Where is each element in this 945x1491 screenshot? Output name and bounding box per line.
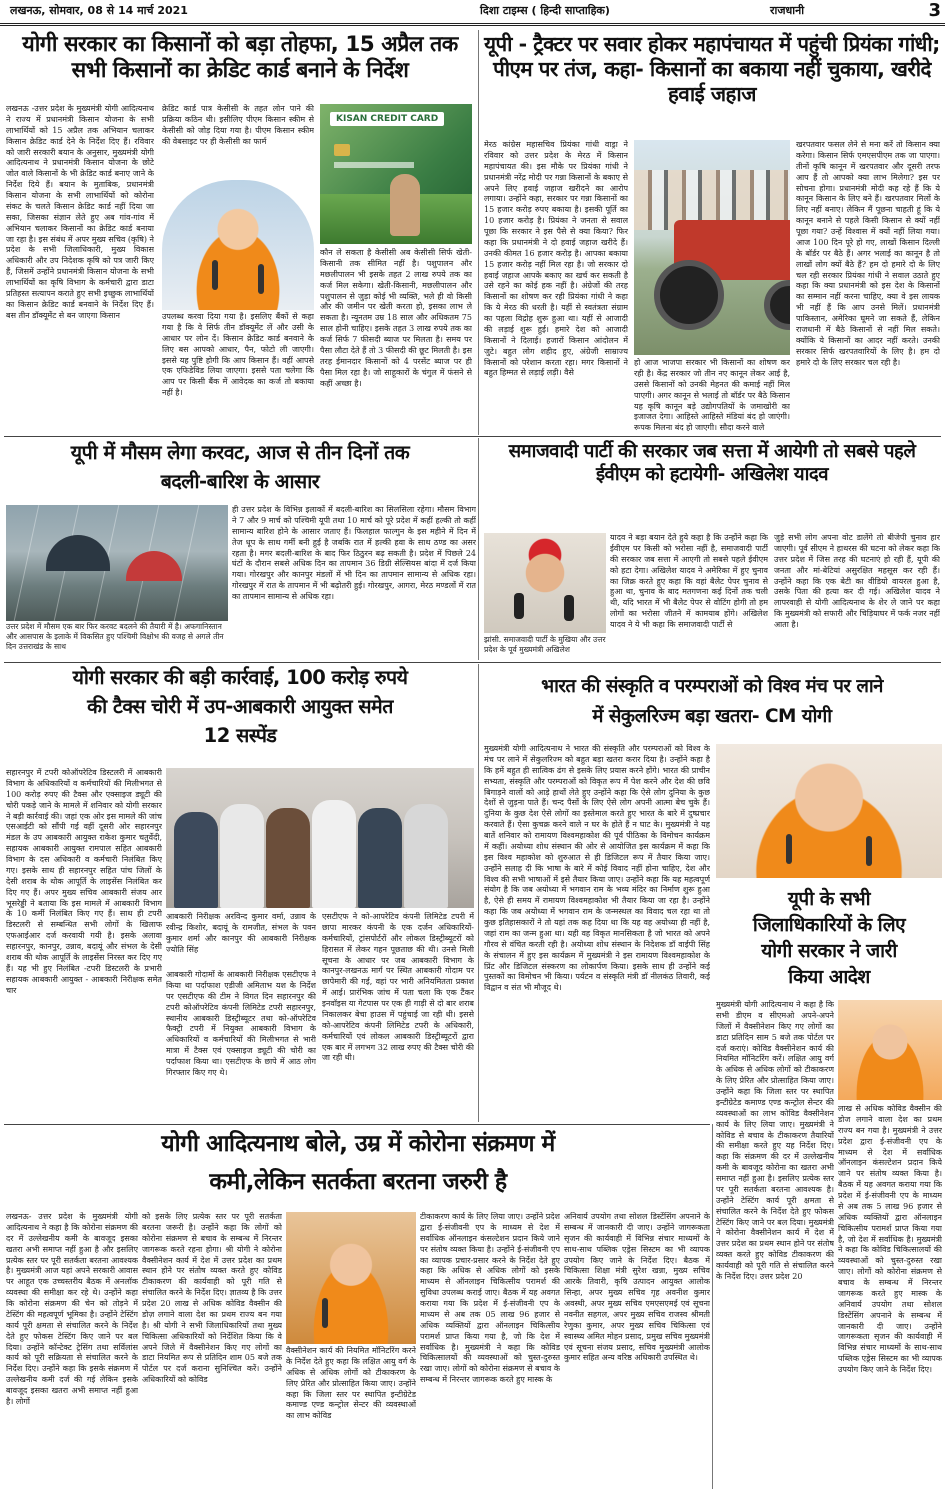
article7-headline-line1: यूपी के सभी <box>787 888 871 910</box>
masthead-paper-name: दिशा टाइम्स ( हिन्दी साप्ताहिक) <box>480 4 610 17</box>
article1-col1: लखनऊ -उत्तर प्रदेश के मुख्यमंत्री योगी आदित्यनाथ ने राज्य में प्रधानमंत्री किसान योजना के सभी लाभार्थियों को 15 अप्रैल तक अभियान चलाकर किसान क्रेडिट कार्ड देने के निर्देश दिए हैं। रविवार को जारी सरकारी बयान के अनुसार, मुख्यमंत्री योगी आदित्यनाथ ने प्रधानमंत्री किसान योजना के छोटे जोत वाले किसानों के भी क्रेडिट कार्ड बनाए जाने के निर्देश दिये हैं। बयान के मुताबिक, प्रधानमंत्री किसान योजना के सभी लाभार्थियों को कोरोना संकट के चलते किसान क्रेडिट कार्ड नहीं दिया जा सका, जिसका संज्ञान लेते हुए अब गांव-गांव में अभियान चलाकर किसानों का क्रेडिट कार्ड बनाया जा रहा है। इस संबंध में अपर मुख्य सचिव (कृषि) ने प्रदेश के सभी जिलाधिकारी, मुख्य विकास अधिकारी और उप निदेशक कृषि को पत्र जारी किए हैं, जिसमें उन्होंने प्रधानमंत्री किसान योजना के सभी लाभार्थियों का कृषि विभाग के कर्मचारी द्वारा डाटा प्रतिहस्त सत्यापन कराते हुए सभी इच्छुक लाभार्थियों का किसान क्रेडिट कार्ड बनवाने के निर्देश दिए हैं। बस तीन डॉक्यूमेंट से बन जाएगा किसान <box>6 104 154 320</box>
article4-col2: जुड़े सभी लोग अपना वोट डालेंगे तो बीजेपी चुनाव हार जाएगी। पूर्व सीएम ने हाथरस की घटना को लेकर कहा कि उत्तर प्रदेश में जिस तरह की घटनाएं हो रही हैं, यूपी की जनता और मां-बेटियां असुरक्षित महसूस कर रही हैं। उन्होंने कहा कि एक बेटी का वीडियो वायरल हुआ है, उसके पिता की हत्या कर दी गई। अखिलेश यादव ने लापरवाही से योगी आदित्यनाथ के शेर ले जाने पर कहा कि मुख्यमंत्री को सफारी और चिड़ियाघर में फर्क नजर नहीं आता है। <box>774 533 940 629</box>
article8-col1: लखनऊ- उत्तर प्रदेश के मुख्यमंत्री योगी आदित्यनाथ ने कहा है कि कोरोना संक्रमण की दर में उल्लेखनीय कमी के बावजूद इसका खतरा अभी समाप्त नहीं हुआ है और इसलिए प्रत्येक स्तर पर पूरी सतर्कता बरतना आवश्यक है। मुख्यमंत्री आज यहां अपने सरकारी आवास पर आहूत एक उच्चस्तरीय बैठक में अनलॉक व्यवस्था की समीक्षा कर रहे थे। उन्होंने कहा कि कोरोना संक्रमण की चेन को तोड़ने में टेस्टिंग की महत्वपूर्ण भूमिका है। उन्होंने टेस्टिंग कार्य पूरी क्षमता से संचालित करने के निर्देश देते हुए फोकस टेस्टिंग किए जाने पर बल दिया। उन्होंने कॉन्टेक्ट ट्रेसिंग तथा सर्विलांस कार्य को पूरी सक्रियता से संचालित करने के निर्देश दिए। उन्होंने कहा कि इसके संक्रमण में उल्लेखनीय कमी दर्ज की गई लेकिन इसके बावजूद इसका खतरा अभी समाप्त नहीं हुआ है। लोगों <box>6 1212 138 1406</box>
article8-col5: अनिवार्य उपयोग तथा सोशल डिस्टेंसिंग अपनाने के सम्बन्ध में जानकारी दी जाए। उन्होंने जागरूकता सृजन की कार्यवाही में विभिन्न संचार माध्यमों के साथ-साथ पब्लिक एड्रेस सिस्टम का भी व्यापक उपयोग किए जाने के निर्देश दिए। बैठक में चिकित्सा शिक्षा मंत्री सुरेश खन्ना, मुख्य सचिव आरके तिवारी, कृषि उत्पादन आयुक्त आलोक सिन्हा, अपर मुख्य सचिव गृह अवनीश कुमार अवस्थी, अपर मुख्य सचिव एमएसएमई एवं सूचना नवनीत सहगल, अपर मुख्य सचिव राजस्व श्रीमती रेणुका कुमार, अपर मुख्य सचिव चिकित्सा एवं स्वास्थ्य अमित मोहन प्रसाद, प्रमुख सचिव मुख्यमंत्री एवं सूचना संजय प्रसाद, सचिव मुख्यमंत्री आलोक कुमार सहित अन्य वरिष्ठ अधिकारी उपस्थित थे। <box>564 1212 710 1363</box>
cm-yogi-speech-photo <box>716 744 942 878</box>
article3-headline-line2: बदली-बारिश के आसार <box>160 470 320 493</box>
article2-col3: खरपतवार फसल लेने से मना करें तो किसान क्या करेगा। किसान सिर्फ एमएसपीएम तक जा पाएगा। तीनों कृषि कानून में खरपतवार और दूसरी तरफ आप हैं तो आपको क्या लाभ मिलेगा? इस पर सोचना होगा। प्रधानमंत्री मोदी कह रहे हैं कि ये कानून किसान के लिए बने हैं। खरपतवार मिलों के लिए नहीं बनाए। लेकिन मैं पूछना चाहती हूं कि ये कानून बनाने से पहले किसी किसान से क्यों नहीं पूछा गया? उन्हें विश्वास में क्यों नहीं लिया गया। आज 100 दिन पूरे हो गए, लाखों किसान दिल्ली के बॉर्डर पर बैठे हैं। अगर भलाई का कानून है तो लाखों लोग क्यों बैठे हैं? हम दो हमारे दो के लिए चल रही सरकार प्रियंका गांधी ने सवाल उठाते हुए कहा कि क्या प्रधानमंत्री को इस देश के किसानों का सम्मान नहीं करना चाहिए, क्या वे इस लायक भी नहीं हैं कि आप उनसे मिलें। प्रधानमंत्री पाकिस्तान, अमेरिका घूमने जा सकते हैं, लेकिन राजधानी में बैठे किसानों से नहीं मिल सकते। क्योंकि ये किसानों का आदर नहीं करते। उनकी सरकार सिर्फ खरपतवारियों के लिए है। हम दो हमारे दो के लिए सरकार चल रही है। <box>796 140 940 367</box>
article4-col1: यादव ने बड़ा बयान देते हुये कहा है कि उन्होंने कहा कि ईवीएम पर किसी को भरोसा नहीं है, समाजवादी पार्टी की सरकार जब सत्ता में आएगी तो सबसे पहले ईवीएम को हटा देगा। अखिलेश यादव ने अमेरिका में हुए चुनाव का जिक्र करते हुए कहा कि वहां बैलेट पेपर चुनाव से हुआ था, चुनाव के बाद मतगणना कई दिनों तक चली थी, यदि भारत में भी बैलेट पेपर से वोटिंग होगी तो हम लोगों का भरोसा जीतने में कामयाब होंगे। अखिलेश यादव ने ये भी कहा कि समाजवादी पार्टी से <box>610 533 768 629</box>
article2-col1: मेरठ कांग्रेस महासचिव प्रियंका गांधी वाड्रा ने रविवार को उत्तर प्रदेश के मेरठ में किसान महापंचायत की। इस मौके पर प्रियंका गांधी ने प्रधानमंत्री नरेंद्र मोदी पर गन्ना किसानों के बकाए से अपने लिए हवाई जहाज खरीदने का आरोप लगाया। उन्होंने कहा, सरकार पर गन्ना किसानों का 15 हजार करोड़ रुपए बकाया है। इसकी पूर्ति का 10 हजार करोड़ है। प्रियंका ने जनता से सवाल पूछा कि सरकार ने इस पैसे से क्या किया? फिर कहा कि प्रधानमंत्री ने दो हवाई जहाज खरीदे हैं। उनकी कीमत 16 हजार करोड़ है। आपका बकाया 15 हजार करोड़ नहीं मिल रहा है। जो सरकार दो हवाई जहाज आपके बकाए का खर्च कर सकती है उसे रहने का कोई हक नहीं है। अंग्रेजों की तरह किसानों का शोषण कर रही प्रियंका गांधी ने कहा कि ये मेरठ की धरती है। यहीं से स्वतंत्रता संग्राम का पहला विद्रोह शुरू हुआ था। यहीं से आजादी की लड़ाई शुरू हुई। हमारे देश को आजादी किसानों ने दिलाई। हजारों किसान आंदोलन में जुटे। बहुत लोग शहीद हुए, अंग्रेजी साम्राज्य किसानों को परेशान करता रहा। मगर किसानों ने बहुत हिम्मत से लड़ाई लड़ी। वैसे <box>484 140 628 378</box>
page-number: 3 <box>928 0 941 21</box>
article2-col2: हो आज भाजपा सरकार भी किसानों का शोषण कर रही है। केंद्र सरकार जो तीन नए कानून लेकर आई है, उससे किसानों को उनकी मेहनत की कमाई नहीं मिल पाएगी। अगर कानून से भलाई तो बॉर्डर पर बैठे किसान यह कृषि कानून बड़े उद्योगपतियों के जमाखोरी का इजाजत देगा। आहिस्ते आहिस्ते मंडियां बंद हो जाएंगी। रूपक मिलना बंद हो जाएगी। सौदा करने वाले <box>634 358 790 432</box>
article7-headline-line2: जिलाधिकारियों के लिए <box>752 914 906 936</box>
article5-headline-line1: योगी सरकार की बड़ी कार्रवाई, 100 करोड़ रुपये <box>72 666 408 689</box>
article5-headline-line2: की टैक्स चोरी में उप-आबकारी आयुक्त समेत <box>87 695 393 718</box>
article7-headline-line4: किया आदेश <box>788 966 870 988</box>
article1-col2b: उपलब्ध करवा दिया गया है। इसलिए बैंकों से कहा गया है कि वे सिर्फ तीन डॉक्यूमेंट लें और उसी के आधार पर लोन दें। किसान क्रेडिट कार्ड बनवाने के लिए बस आपको आधार, पैन, फोटो ली जाएगी। इससे यह पुष्टि होगी कि आप किसान हैं। वहीं आपसे एक एफिडेविड लिया जाएगा। इससे पता चलेगा कि आप पर किसी बैंक में आवेदक का कर्ज तो बकाया नहीं है। <box>162 312 314 398</box>
article8-col3: वैक्सीनेशन कार्य की नियमित मॉनिटरिंग करने के निर्देश देते हुए कहा कि लक्षित आयु वर्ग के अधिक से अधिक लोगों को टीकाकरण के लिए प्रेरित और प्रोत्साहित किया जाए। उन्होंने कहा कि जिला स्तर पर स्थापित इन्टीग्रेटेड कमाण्ड एण्ड कन्ट्रोल सेन्टर की व्यवस्थाओं का लाभ कोविड <box>286 1346 416 1421</box>
rain-umbrella-photo <box>6 505 228 621</box>
article5-col1: सहारनपुर में टपरी कोऑपरेटिव डिस्टलरी में आबकारी विभाग के अधिकारियों व कर्मचारियों की मिलीभगत से 100 करोड़ रुपए की टैक्स और एक्साइज ड्यूटी की चोरी पकड़े जाने के मामले में शनिवार को योगी सरकार ने बड़ी कार्रवाई की। जहां एक ओर इस मामले की जांच एसआईटी को सौंपी गई वहीं दूसरी ओर सहारनपुर मंडल के उप आबकारी आयुक्त राकेश कुमार चतुर्वेदी, सहायक आबकारी आयुक्त रामपाल सहित आबकारी विभाग के दस अधिकारी व कर्मचारी निलंबित किए गए। इसके साथ ही सहारनपुर सहित पांच जिलों के देसी शराब के थोक आपूर्ति के लाइसेंस निलंबित कर दिए गए हैं। अपर मुख्य सचिव आबकारी संजय आर भूसरेड्डी ने बताया कि इस मामले में आबकारी विभाग के 10 कर्मी निलंबित किए गए हैं। साथ ही टपरी डिस्टलरी से सम्बन्धित सभी लोगों के खिलाफ एफआईआर दर्ज करवायी गयी है। इसके अलावा सहारनपुर, कानपुर, उन्नाव, बदायूं और संभल के देसी शराब की थोक आपूर्ति के लाइसेंस निरस्त कर दिए गए हैं। यह भी हुए निलंबित -टपरी डिस्टलरी के प्रभारी सहायक आबकारी आयुक्त - आबकारी निरीक्षक समेत चार <box>6 768 162 995</box>
article6-headline-line1: भारत की संस्कृति व परम्पराओं को विश्व मंच पर लाने <box>541 676 883 697</box>
article7-headline-line3: योगी सरकार ने जारी <box>761 940 897 962</box>
article4-photo-caption: झांसी. समाजवादी पार्टी के मुखिया और उत्तर प्रदेश के पूर्व मुख्यमंत्री अखिलेश <box>484 635 606 654</box>
article7-col-left: मुख्यमंत्री योगी आदित्यनाथ ने कहा है कि सभी डीएम व सीएमओ अपने-अपने जिलों में वैक्सीनेशन किए गए लोगों का डाटा प्रतिदिन साम 5 बजे तक पोर्टल पर दर्ज कराएं। कोविड वैक्सीनेशन कार्य की नियमित मॉनिटरिंग करें। लक्षित आयु वर्ग के अधिक से अधिक लोगों को टीकाकरण के लिए प्रेरित और प्रोत्साहित किया जाए। उन्होंने कहा कि जिला स्तर पर स्थापित इन्टीग्रेटेड कमाण्ड एण्ड कन्ट्रोल सेन्टर की व्यवस्थाओं का लाभ कोविड वैक्सीनेशन कार्य के लिए लिया जाए। मुख्यमंत्री ने कोविड से बचाव के टीकाकरण तैयारियों की समीक्षा करते हुए यह निर्देश दिए। कहा कि संक्रमण की दर में उल्लेखनीय कमी के बावजूद कोरोना का खतरा अभी समाप्त नहीं हुआ है। इसलिए प्रत्येक स्तर पर पूरी सतर्कता बरतना आवश्यक है। उन्होंने टेस्टिंग कार्य पूरी क्षमता से संचालित करने के निर्देश देते हुए फोकस टेस्टिंग किए जाने पर बल दिया। मुख्यमंत्री ने कोरोना वैक्सीनेशन कार्य में देश में उत्तर प्रदेश का प्रथम स्थान होने पर संतोष व्यक्त करते हुए कोविड टीकाकरण की कार्यवाही को पूरी गति से संचालित करने के निर्देश दिए। उत्तर प्रदेश 20 <box>716 1000 834 1281</box>
yogi-portrait-photo <box>838 1000 942 1100</box>
akhilesh-yadav-photo <box>484 533 606 633</box>
article8-headline-line2: कमी,लेकिन सतर्कता बरतना जरुरी है <box>209 1169 507 1195</box>
kisan-credit-card-image <box>320 104 472 244</box>
article3-headline-line1: यूपी में मौसम लेगा करवट, आज से तीन दिनों तक <box>70 441 410 464</box>
article5-headline-line3: 12 सस्पेंड <box>203 724 277 747</box>
article8-headline-line1: योगी आदित्यनाथ बोले, उम्र में कोरोना संक्रमण में <box>161 1131 555 1157</box>
suspended-officials-group-photo <box>166 768 474 908</box>
article2-headline: यूपी - ट्रैक्टर पर सवार होकर महापंचायत में पहुंची प्रियंका गांधी; पीएम पर तंज, कहा- किसानों का बकाया नहीं चुकाया, खरीदे हवाई जहाज <box>484 32 940 106</box>
article1-col2a: क्रेडिट कार्ड पात्र केसीसी के तहत लोन पाने की प्रक्रिया कठिन थी। इसीलिए पीएम किसान स्कीम से केसीसी को जोड़ दिया गया है। पीएम किसान स्कीम की वेबसाइट पर ही केसीसी का फार्म <box>162 104 314 146</box>
masthead-date: लखनऊ, सोमवार, 08 से 14 मार्च 2021 <box>10 4 188 17</box>
kisan-credit-card-label: KISAN CREDIT CARD <box>330 112 444 126</box>
article3-body: ही उत्तर प्रदेश के विभिन्न इलाकों में बदली-बारिश का सिलसिला रहेगा। मौसम विभाग ने 7 और 9 मार्च को पश्चिमी यूपी तथा 10 मार्च को पूरे प्रदेश में कहीं हल्की तो कहीं सामान्य बारिश होने के आसार जताए हैं। फिलहाल फाल्गुन के इस महीने में दिन में तेज धूप के साथ गर्मी बनी हुई है जबकि रात में हल्की हवा के साथ ठण्ड का असर रहता है। मगर बदली-बारिश के बाद फिर ठिठुरन बढ़ सकती है। प्रदेश में पिछले 24 घंटों के दौरान सबसे अधिक दिन का तापमान 36 डिग्री सेल्सियस बांदा में दर्ज किया गया। गोरखपुर और कानपुर मंडलों में भी दिन का तापमान सामान्य से अधिक रहा। गोरखपुर में रात के तापमान में भी बढ़ोतरी हुई। गोरखपुर, आगरा, मेरठ मण्डलों में रात का तापमान सामान्य से अधिक रहा। <box>232 505 476 601</box>
article8-col2: को इसके लिए प्रत्येक स्तर पर पूरी सतर्कता बरतना जरूरी है। उन्होंने कहा कि लोगों को कोरोना संक्रमण से बचाव के सम्बन्ध में निरन्तर जागरूक करते रहना होगा। श्री योगी ने कोरोना वैक्सीनेशन कार्य में देश में उत्तर प्रदेश का प्रथम स्थान होने पर संतोष व्यक्त करते हुए कोविड टीकाकरण की कार्यवाही को पूरी गति से संचालित करने के निर्देश दिए। ज्ञातव्य है कि उत्तर प्रदेश 20 लाख से अधिक कोविड वैक्सीन की डोज़ लगाने वाला देश का प्रथम राज्य बन गया है। श्री योगी ने सभी जिलाधिकारियों तथा मुख्य चिकित्सा अधिकारियों को निर्देशित किया कि वे अपने जिले में वैक्सीनेशन किए गए लोगों का डाटा नियमित रूप से प्रतिदिन शाम 05 बजे तक पोर्टल पर दर्ज कराना सुनिश्चित करें। उन्होंने अधिकारियों को कोविड <box>142 1212 282 1385</box>
article5-col2: आबकारी गोदामों के आबकारी निरीक्षक एसटीएफ ने किया था पर्दाफाश एडीजी अमिताभ यश के निर्देश पर एसटीएफ की टीम ने विगत दिन सहारनपुर की टपरी कोऑपरेटिव कंपनी लिमिटेड टपरी सहारनपुर, स्थानीय आबकारी डिस्ट्रीब्यूटर तथा को-ऑपरेटिव फैक्ट्री टपरी में नियुक्त आबकारी विभाग के अधिकारियों व कर्मचारियों की मिलीभगत से भारी मात्रा में टैक्स एवं एक्साइज ड्यूटी की चोरी का पर्दाफाश किया था। एसटीएफ के छापे में आठ लोग गिरफ्तार किए गए थे। <box>166 970 316 1077</box>
article3-photo-caption: उत्तर प्रदेश में मौसम एक बार फिर करवट बदलने की तैयारी में है। अफगानिस्तान और आसपास के इलाके में विकसित हुए पश्चिमी विक्षोभ की वजह से अगले तीन दिन उत्तराखंड के साथ <box>6 622 224 651</box>
article8-col4: टीकाकरण कार्य के लिए लिया जाए। उन्होंने प्रदेश द्वारा ई-संजीवनी एप के माध्यम से देश में सर्वाधिक ऑनलाइन कंसल्टेशन प्रदान किये जाने पर संतोष व्यक्त किया है। उन्होंने ई-संजीवनी एप का व्यापक प्रचार-प्रसार करने के निर्देश देते हुए कहा कि अधिक से अधिक लोगों को इसके माध्यम से ऑनलाइन चिकित्सीय परामर्श की सुविधा उपलब्ध कराई जाए। बैठक में यह अवगत कराया गया कि प्रदेश में ई-संजीवनी एप के माध्यम से अब तक 05 लाख 96 हजार से अधिक व्यक्तियों द्वारा ऑनलाइन चिकित्सीय परामर्श प्राप्त किया गया है, जो कि देश में सर्वाधिक है। मुख्यमंत्री ने कहा कि कोविड चिकित्सालयों की व्यवस्थाओं को चुस्त-दुरुस्त रखा जाए। लोगों को कोरोना संक्रमण से बचाव के सम्बन्ध में निरन्तर जागरूक करते हुए मास्क के <box>420 1212 560 1385</box>
priyanka-tractor-photo <box>634 140 790 355</box>
article5-col3: एसटीएफ ने को-आपरेटिव कंपनी लिमिटेड टपरी में छापा मारकर कंपनी के एक दर्जन अधिकारियों-कर्मचारियों, ट्रांसपोर्टरों और लोकल डिस्ट्रीब्यूटरों को हिरासत में लेकर गहन पूछताछ की थी। उनसे मिली सूचना के आधार पर जब आबकारी विभाग के कानपुर-लखनऊ मार्ग पर स्थित आबकारी गोदाम पर छापेमारी की गई, वहां पर भारी अनियमितता प्रकाश में आई। प्रारंभिक जांच में पता चला कि एक टैंकर इनवॉइस या गेटपास पर एक ही गाड़ी से दो बार शराब निकालकर बेचा हाउस में पहुंचाई जा रही थी। इससे को-आपरेटिव कंपनी लिमिटेड टपरी के अधिकारी, कर्मचारियों एवं लोकल आबकारी डिस्ट्रीब्यूटरों द्वारा एक बार में लगभग 32 लाख रुपए की टैक्स चोरी की जा रही थी। <box>322 912 474 1063</box>
article7-col-right: लाख से अधिक कोविड वैक्सीन की डोज लगाने वाला देश का प्रथम राज्य बन गया है। मुख्यमंत्री ने उत्तर प्रदेश द्वारा ई-संजीवनी एप के माध्यम से देश में सर्वाधिक ऑनलाइन कंसल्टेशन प्रदान किये जाने पर संतोष व्यक्त किया है। बैठक में यह अवगत कराया गया कि प्रदेश में ई-संजीवनी एप के माध्यम से अब तक 5 लाख 96 हजार से अधिक व्यक्तियों द्वारा ऑनलाइन चिकित्सीय परामर्श प्राप्त किया गया है, जो देश में सर्वाधिक है। मुख्यमंत्री ने कहा कि कोविड चिकित्सालयों की व्यवस्थाओं को चुस्त-दुरुस्त रखा जाए। लोगों को कोरोना संक्रमण से बचाव के सम्बन्ध में निरन्तर जागरूक करते हुए मास्क के अनिवार्य उपयोग तथा सोशल डिस्टेंसिंग अपनाने के सम्बन्ध में जानकारी दी जाए। उन्होंने जागरूकता सृजन की कार्यवाही में विभिन्न संचार माध्यमों के साथ-साथ पब्लिक एड्रेस सिस्टम का भी व्यापक उपयोग किए जाने के निर्देश दिए। <box>838 1104 942 1374</box>
article5-col2-pre: आबकारी निरीक्षक अरविन्द कुमार वर्मा, उन्नाव के रवीन्द्र किशोर, बदायूं के रामजीत, संभल के पवन कुमार शर्मा और कानपुर की आबकारी निरीक्षक ज्योति सिंह <box>166 912 316 954</box>
yogi-covid-meeting-photo <box>286 1212 416 1344</box>
article1-headline: योगी सरकार का किसानों को बड़ा तोहफा, 15 अप्रैल तक सभी किसानों का क्रेडिट कार्ड बनाने के निर्देश <box>22 32 458 84</box>
yogi-adityanath-photo <box>162 180 314 310</box>
article6-headline-line2: में सेकुलरिज्म बड़ा खतरा- CM योगी <box>592 706 832 727</box>
article4-headline: समाजवादी पार्टी की सरकार जब सत्ता में आयेगी तो सबसे पहले ईवीएम को हटायेगी- अखिलेश यादव <box>508 441 916 485</box>
masthead-section: राजधानी <box>770 4 805 17</box>
article6-body: मुख्यमंत्री योगी आदित्यनाथ ने भारत की संस्कृति और परम्पराओं को विश्व के मंच पर लाने में सेकुलरिज्म को बहुत बड़ा खतरा करार दिया है। उन्होंने कहा है कि हमें बहुत ही सात्विक ढंग से इसके लिए प्रयास करने होंगे। भारत की प्राचीन सभ्यता, संस्कृति और परम्पराओं को विकृत रूप में पेश करने और देश की छवि बिगाड़ने वालों को आड़े हाथों लेते हुए उन्होंने कहा कि ऐसे लोग दुनिया के कुछ देशों से जुड़ना पाते हैं। चन्द पैसों के लिए ऐसे लोग अपनी आत्मा बेच चुके हैं। दुनिया के कुछ देश ऐसे लोगों का इस्तेमाल करते हुए भारत के बारे में दुष्प्रचार करवाते हैं। ऐसा कुचक्र करने वाले न घर के होते हैं न घाट के। मुख्यमंत्री ने यह बातें शनिवार को रामायण विश्वमहाकोश की पूर्व पीठिका के विमोचन कार्यक्रम में कहीं। अयोध्या शोध संस्थान की ओर से आयोजित इस कार्यक्रम में कहा कि इस विश्व महाकोश को शुरुआत से ही डिजिटल रूप में तैयार किया जाए। उन्होंने सलाह दी कि भाषा के बारे में कोई विवाद नहीं होना चाहिए, देश और विश्व की सभी भाषाओं में इसे तैयार किया जाए। उन्होंने कहा कि यह महत्वपूर्ण संयोग है कि जब अयोध्या में भगवान राम के भव्य मंदिर का निर्माण शुरू हुआ है, ऐसे ही समय में रामायण विश्वमहाकोश भी तैयार किया जा रहा है। उन्होंने कहा कि जब अयोध्या में भगवान राम के जन्मस्थल का विवाद चल रहा था तो कुछ इतिहासकारों ने तो यहां तक कह दिया था कि यह वह अयोध्या ही नहीं है, जहां राम का जन्म हुआ था। यही वह विकृत मानसिकता है जो भारत को अपने गौरव से वंचित करती रही है। अयोध्या शोध संस्थान के निदेशक डॉ वाईपी सिंह के संचालन में हुए इस कार्यक्रम में मुख्यमंत्री ने इस रामायण विश्वमहाकोश के प्रिंट और डिजिटल संस्करण का लोकार्पण किया। इसके साथ ही उन्होंने कई पुस्तकों का विमोचन भी किया। पर्यटन व संस्कृति मंत्री डॉ नीलकंठ तिवारी, कई विद्वान व संत भी मौजूद थे। <box>484 744 710 993</box>
masthead <box>0 0 945 26</box>
article1-col3: कौन ले सकता है केसीसी अब केसीसी सिर्फ खेती-किसानी तक सीमित नहीं है। पशुपालन और मछलीपालन भी इसके तहत 2 लाख रुपये तक का कर्ज मिल सकेगा। खेती-किसानी, मछलीपालन और पशुपालन से जुड़ा कोई भी व्यक्ति, भले ही वो किसी और की जमीन पर खेती करता हो, इसका लाभ ले सकता है। न्यूनतम उम्र 18 साल और अधिकतम 75 साल होनी चाहिए। इसके तहत 3 लाख रुपये तक का कर्ज सिर्फ 7 फीसदी ब्याज पर मिलता है। समय पर पैसा लौटा देते हैं तो 3 फीसदी की छूट मिलती है। इस तरह ईमानदार किसानों को 4 परसेंट ब्याज पर ही पैसा मिल रहा है। जो साहूकारों के चंगुल में फंसने से कहीं अच्छा है। <box>320 248 472 388</box>
